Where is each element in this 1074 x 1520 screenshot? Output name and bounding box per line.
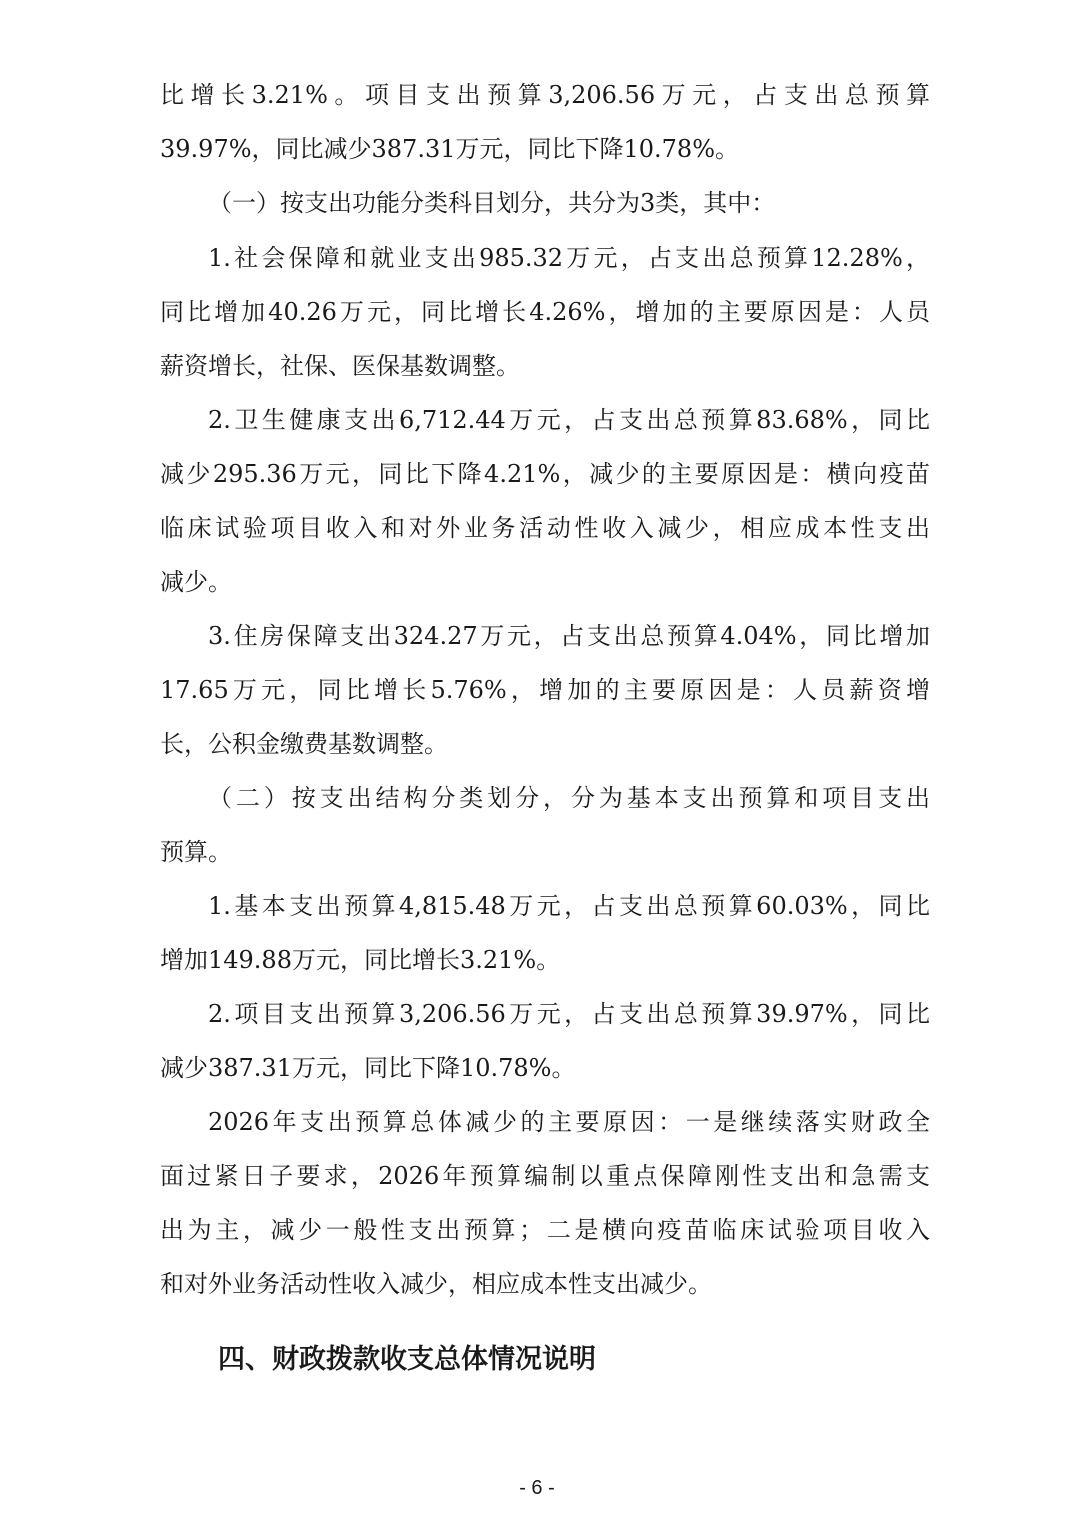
paragraph-line: 减少。 [160,568,232,596]
paragraph-line: （二）按支出结构分类划分，分为基本支出预算和项目支出 [208,784,930,812]
paragraph-line: （一）按支出功能分类科目划分，共分为3类，其中： [208,189,776,217]
paragraph-line: 减少387.31万元，同比下降10.78%。 [160,1054,576,1082]
section-heading: 四、财政拨款收支总体情况说明 [218,1344,596,1375]
paragraph-line: 3.住房保障支出324.27万元，占支出总预算4.04%，同比增加 [208,622,930,650]
paragraph-line: 1.社会保障和就业支出985.32万元，占支出总预算12.28%， [208,244,930,272]
paragraph-line: 临床试验项目收入和对外业务活动性收入减少，相应成本性支出 [160,514,930,542]
paragraph-line: 减少295.36万元，同比下降4.21%，减少的主要原因是：横向疫苗 [160,460,930,488]
paragraph-line: 39.97%，同比减少387.31万元，同比下降10.78%。 [160,135,739,163]
paragraph-line: 2.卫生健康支出6,712.44万元，占支出总预算83.68%，同比 [208,406,930,434]
paragraph-line: 增加149.88万元，同比增长3.21%。 [160,946,561,974]
paragraph-line: 17.65万元，同比增长5.76%，增加的主要原因是：人员薪资增 [160,676,930,704]
paragraph-line: 同比增加40.26万元，同比增长4.26%，增加的主要原因是：人员 [160,298,930,326]
paragraph-line: 和对外业务活动性收入减少，相应成本性支出减少。 [160,1270,712,1298]
page-number: - 6 - [519,1477,555,1499]
paragraph-line: 2026年支出预算总体减少的主要原因：一是继续落实财政全 [208,1108,930,1136]
paragraph-line: 面过紧日子要求，2026年预算编制以重点保障刚性支出和急需支 [160,1162,930,1190]
paragraph-line: 出为主，减少一般性支出预算；二是横向疫苗临床试验项目收入 [160,1216,930,1244]
paragraph-line: 长，公积金缴费基数调整。 [160,730,448,758]
paragraph-line: 2.项目支出预算3,206.56万元，占支出总预算39.97%，同比 [208,1000,930,1028]
paragraph-line: 预算。 [160,838,232,866]
paragraph-line: 1.基本支出预算4,815.48万元，占支出总预算60.03%，同比 [208,892,930,920]
paragraph-line: 比增长3.21%。项目支出预算3,206.56万元，占支出总预算 [160,81,930,109]
paragraph-line: 薪资增长，社保、医保基数调整。 [160,352,520,380]
